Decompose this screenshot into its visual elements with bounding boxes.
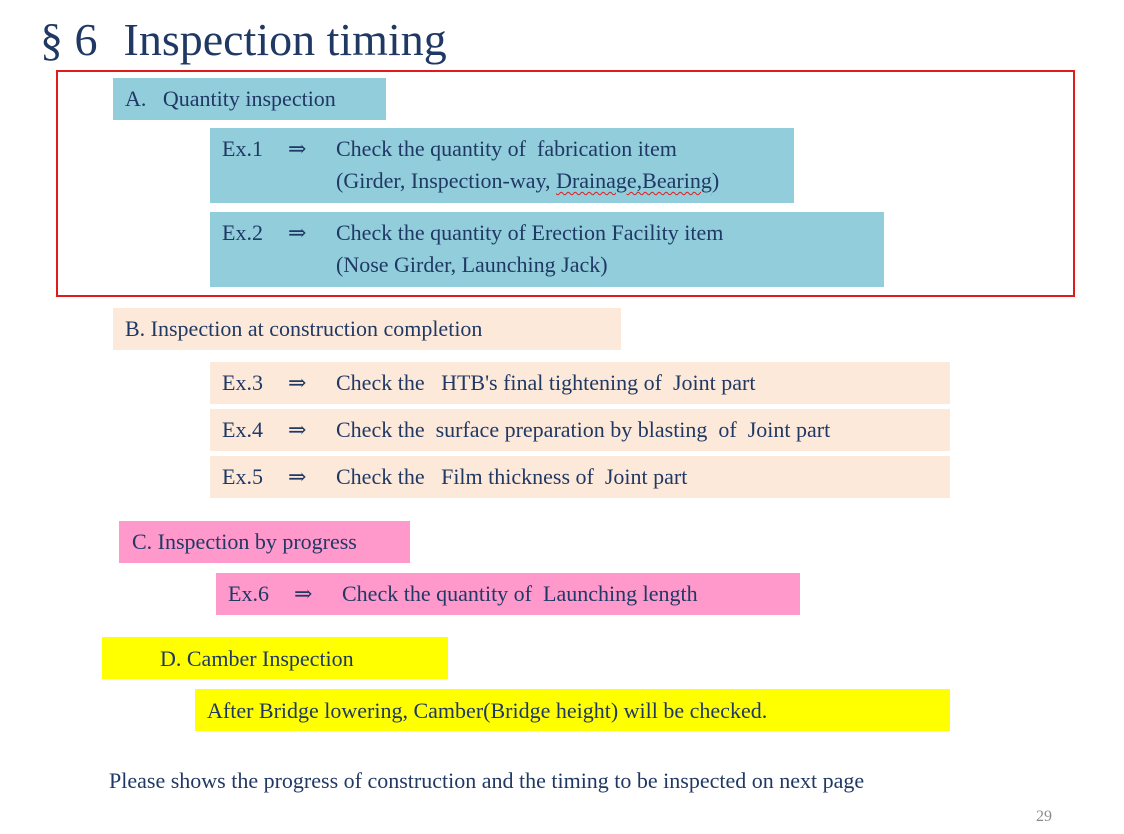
example-4-line (222, 414, 950, 446)
example-3-text: Check the HTB's final tightening of Joint part (336, 370, 756, 395)
example-6-text: Check the quantity of Launching length (342, 581, 698, 606)
arrow-icon: ⇒ (288, 370, 307, 395)
example-2-box (210, 212, 884, 287)
example-1-text: Check the quantity of fabrication item (336, 136, 677, 161)
example-6-line (228, 578, 800, 610)
example-1-box (210, 128, 794, 203)
example-5-line (222, 461, 950, 493)
example-4-text: Check the surface preparation by blasting of Joint part (336, 417, 831, 442)
example-2-label: Ex.2 (222, 220, 263, 245)
section-d-note-box (195, 689, 950, 731)
example-1-sub-flagged: Drainage,Bearing (556, 168, 712, 193)
section-d-heading-text: D. Camber Inspection (160, 646, 354, 671)
example-5-label: Ex.5 (222, 464, 263, 489)
example-1-label: Ex.1 (222, 136, 263, 161)
example-2-line (222, 217, 884, 249)
example-3-box (210, 362, 950, 404)
example-4-box (210, 409, 950, 451)
arrow-icon: ⇒ (288, 136, 307, 161)
section-symbol: § 6 (40, 14, 98, 65)
example-6-label: Ex.6 (228, 581, 269, 606)
section-b-heading-text: B. Inspection at construction completion (125, 316, 483, 341)
section-d-heading (102, 637, 448, 679)
example-2-subtext: (Nose Girder, Launching Jack) (336, 252, 608, 277)
example-6-box (216, 573, 800, 615)
example-3-line (222, 367, 950, 399)
example-4-label: Ex.4 (222, 417, 263, 442)
section-a-heading (113, 78, 386, 120)
example-1-sub-prefix: (Girder, Inspection-way, (336, 168, 557, 193)
example-5-text: Check the Film thickness of Joint part (336, 464, 688, 489)
title-text: Inspection timing (123, 14, 447, 65)
section-c-heading-text: C. Inspection by progress (132, 529, 357, 554)
arrow-icon: ⇒ (288, 417, 307, 442)
slide-title (40, 10, 447, 70)
example-2-text: Check the quantity of Erection Facility item (336, 220, 724, 245)
arrow-icon: ⇒ (288, 464, 307, 489)
example-3-label: Ex.3 (222, 370, 263, 395)
example-1-subtext (222, 165, 794, 197)
arrow-icon: ⇒ (288, 220, 307, 245)
example-5-box (210, 456, 950, 498)
arrow-icon: ⇒ (294, 581, 313, 606)
section-c-heading (119, 521, 410, 563)
footer-note: Please shows the progress of construction and the timing to be inspected on next page (109, 768, 865, 793)
section-b-heading (113, 308, 621, 350)
example-1-sub-suffix: ) (711, 168, 720, 193)
section-a-heading-text: A. Quantity inspection (125, 86, 336, 111)
section-d-note: After Bridge lowering, Camber(Bridge height) will be checked. (207, 698, 768, 723)
example-1-line (222, 133, 794, 165)
page-number: 29 (1036, 808, 1052, 825)
